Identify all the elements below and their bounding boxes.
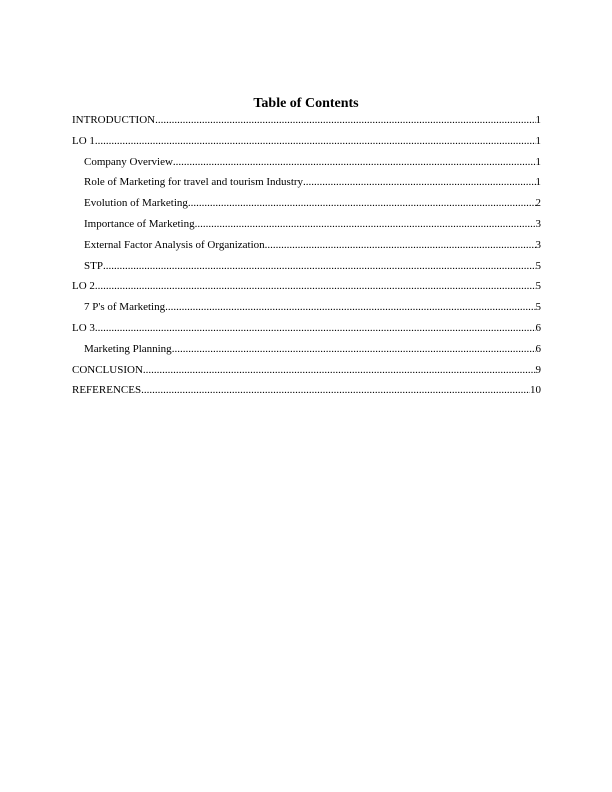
toc-entry-label: STP xyxy=(84,259,103,272)
toc-entry-page: 1 xyxy=(535,134,541,147)
toc-entry-page: 5 xyxy=(535,259,541,272)
toc-entry-page: 1 xyxy=(535,155,541,168)
toc-entry-label: Evolution of Marketing xyxy=(84,197,188,210)
dot-leader xyxy=(265,239,536,252)
toc-entry-page: 3 xyxy=(535,217,541,230)
dot-leader xyxy=(165,301,535,314)
toc-entry-label: LO 3 xyxy=(72,321,95,334)
toc-entry-label: External Factor Analysis of Organization xyxy=(84,238,265,251)
toc-entry-label: LO 1 xyxy=(72,134,95,147)
toc-entry-label: Importance of Marketing xyxy=(84,217,195,230)
toc-entry-introduction[interactable] xyxy=(72,114,541,135)
toc-entry-page: 1 xyxy=(535,176,541,189)
toc-entry-conclusion[interactable] xyxy=(72,364,541,385)
toc-entry-page: 5 xyxy=(535,280,541,293)
toc-entry-page: 3 xyxy=(535,238,541,251)
toc-entry-page: 5 xyxy=(535,301,541,314)
dot-leader xyxy=(303,176,535,189)
dot-leader xyxy=(188,197,536,210)
toc-entry-label: 7 P's of Marketing xyxy=(84,301,166,314)
dot-leader xyxy=(172,343,536,356)
toc-entry-label: Company Overview xyxy=(84,155,173,168)
dot-leader xyxy=(103,260,536,273)
toc-entry-references[interactable] xyxy=(72,384,541,405)
toc-entry-external-factor-analysis[interactable] xyxy=(72,239,541,260)
toc-entry-page: 6 xyxy=(535,342,541,355)
toc-entry-label: REFERENCES xyxy=(72,384,142,397)
toc-entry-marketing-planning[interactable] xyxy=(72,343,541,364)
toc-entry-page: 1 xyxy=(535,114,541,126)
toc-entry-stp[interactable] xyxy=(72,260,541,281)
toc-entry-company-overview[interactable] xyxy=(72,156,541,177)
dot-leader xyxy=(141,384,530,397)
toc-entry-label: LO 2 xyxy=(72,280,95,293)
dot-leader xyxy=(155,114,535,127)
toc-entry-label: Marketing Planning xyxy=(84,342,172,355)
toc-list xyxy=(72,114,541,405)
toc-entry-7ps-of-marketing[interactable] xyxy=(72,301,541,322)
toc-entry-page: 6 xyxy=(535,321,541,334)
toc-entry-page: 10 xyxy=(530,384,541,397)
toc-entry-lo2[interactable] xyxy=(72,280,541,301)
dot-leader xyxy=(173,156,536,169)
toc-entry-importance-of-marketing[interactable] xyxy=(72,218,541,239)
toc-entry-label: Role of Marketing for travel and tourism Industry xyxy=(84,176,304,189)
dot-leader xyxy=(143,364,536,377)
toc-entry-page: 2 xyxy=(535,197,541,210)
toc-entry-page: 9 xyxy=(535,363,541,376)
dot-leader xyxy=(95,280,536,293)
dot-leader xyxy=(95,135,536,148)
toc-entry-lo3[interactable] xyxy=(72,322,541,343)
dot-leader xyxy=(95,322,536,335)
dot-leader xyxy=(195,218,536,231)
toc-entry-lo1[interactable] xyxy=(72,135,541,156)
toc-entry-label: INTRODUCTION xyxy=(72,114,156,126)
toc-entry-label: CONCLUSION xyxy=(72,363,143,376)
toc-entry-evolution-of-marketing[interactable] xyxy=(72,197,541,218)
toc-entry-role-of-marketing[interactable] xyxy=(72,176,541,197)
toc-title: Table of Contents xyxy=(253,96,359,111)
